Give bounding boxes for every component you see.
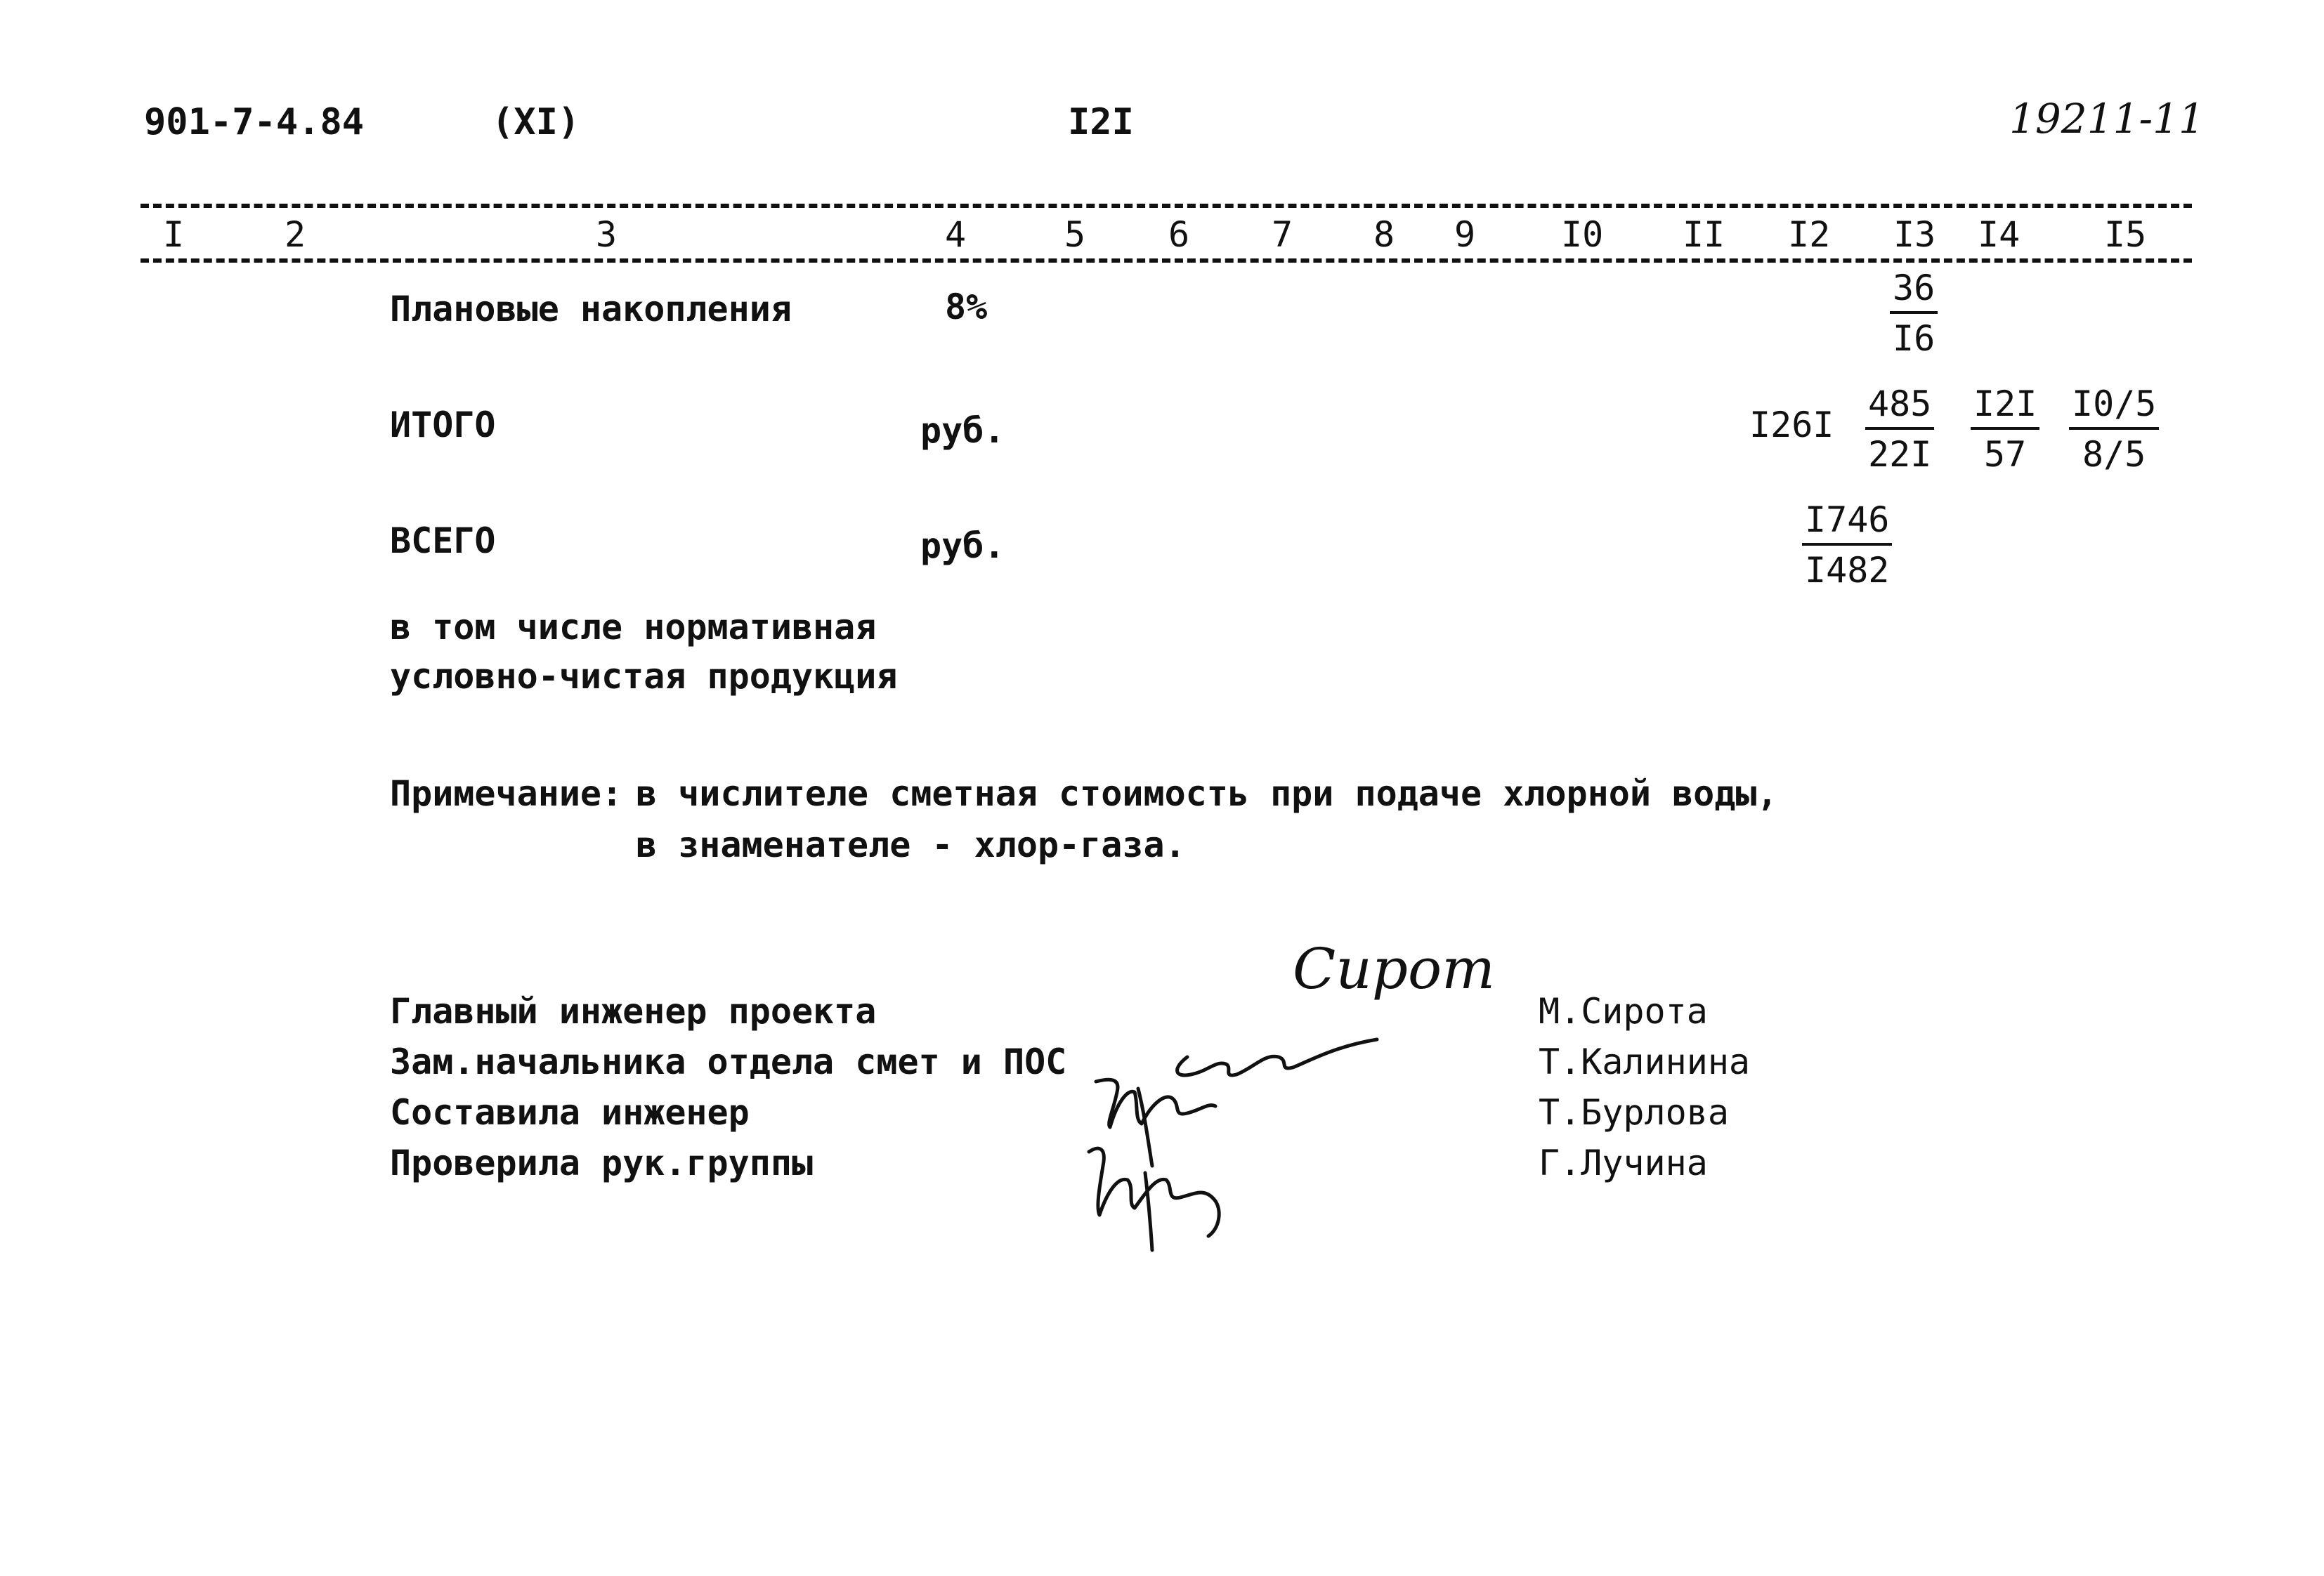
fraction-numerator: 36 [1890, 270, 1938, 314]
normative-line-1: в том числе нормативная [390, 607, 877, 648]
column-number: 3 [596, 214, 618, 255]
doc-code: 901-7-4.84 [144, 101, 365, 143]
row-unit-planned: 8% [945, 287, 988, 327]
signature-role-2: Зам.начальника отдела смет и ПОС [390, 1042, 1067, 1082]
total-col15-fraction [2069, 383, 2159, 475]
note-label: Примечание: [390, 773, 623, 814]
row-unit-total: руб. [920, 410, 1005, 451]
fraction-denominator: 57 [1984, 434, 2027, 475]
row-unit-grand: руб. [920, 525, 1005, 566]
signature-name-2: Т.Калинина [1539, 1042, 1751, 1082]
column-number: 9 [1454, 214, 1476, 255]
column-number: 2 [285, 214, 306, 255]
column-number: 6 [1168, 214, 1190, 255]
planned-col13-fraction [1890, 268, 1938, 359]
table-top-rule [141, 204, 2192, 208]
signature-role-3: Составила инженер [390, 1092, 750, 1133]
row-label-grand: ВСЕГО [390, 520, 496, 561]
fraction-denominator: 8/5 [2082, 434, 2146, 475]
column-number: I [163, 214, 185, 255]
fraction-denominator: 22I [1868, 434, 1932, 475]
section-number: (XI) [492, 101, 580, 143]
column-number: II [1683, 214, 1725, 255]
total-col14-fraction [1971, 383, 2039, 475]
handwritten-signature-top: Сирот [1293, 936, 1495, 1002]
column-number: 5 [1064, 214, 1086, 255]
column-number: I5 [2104, 214, 2147, 255]
fraction-numerator: I746 [1802, 502, 1892, 546]
signature-stroke [1177, 1039, 1377, 1075]
signature-role-1: Главный инженер проекта [390, 991, 877, 1032]
fraction-numerator: I0/5 [2069, 386, 2159, 430]
signature-name-1: М.Сирота [1539, 991, 1708, 1032]
signature-stroke [1138, 1089, 1152, 1166]
row-label-total: ИТОГО [390, 405, 496, 445]
fraction-numerator: I2I [1971, 386, 2039, 430]
archive-number: 19211-11 [2009, 95, 2205, 143]
fraction-denominator: I482 [1805, 550, 1890, 591]
fraction-numerator: 485 [1865, 386, 1934, 430]
table-bottom-rule [141, 258, 2192, 263]
total-col13-fraction [1865, 383, 1934, 475]
column-number: I2 [1788, 214, 1831, 255]
column-number: I0 [1561, 214, 1604, 255]
signature-role-4: Проверила рук.группы [390, 1143, 814, 1183]
handwritten-signatures [1068, 934, 1517, 1264]
signature-name-3: Т.Бурлова [1539, 1092, 1729, 1133]
column-number: 4 [945, 214, 967, 255]
column-number: 7 [1272, 214, 1293, 255]
column-number: I4 [1978, 214, 2021, 255]
column-number: 8 [1373, 214, 1395, 255]
signature-name-4: Г.Лучина [1539, 1143, 1708, 1183]
row-label-planned: Плановые накопления [390, 289, 792, 329]
note-line-1: в числителе сметная стоимость при подаче хлорной воды, [636, 773, 1778, 814]
signature-stroke [1096, 1079, 1215, 1127]
total-col12-value: I26I [1749, 405, 1834, 445]
signature-stroke [1089, 1148, 1219, 1236]
page-number: I2I [1068, 101, 1134, 143]
grand-total-fraction [1802, 499, 1892, 591]
note-line-2: в знаменателе - хлор-газа. [636, 825, 1186, 865]
column-number: I3 [1893, 214, 1936, 255]
normative-line-2: условно-чистая продукция [390, 656, 898, 697]
fraction-denominator: I6 [1893, 318, 1935, 359]
